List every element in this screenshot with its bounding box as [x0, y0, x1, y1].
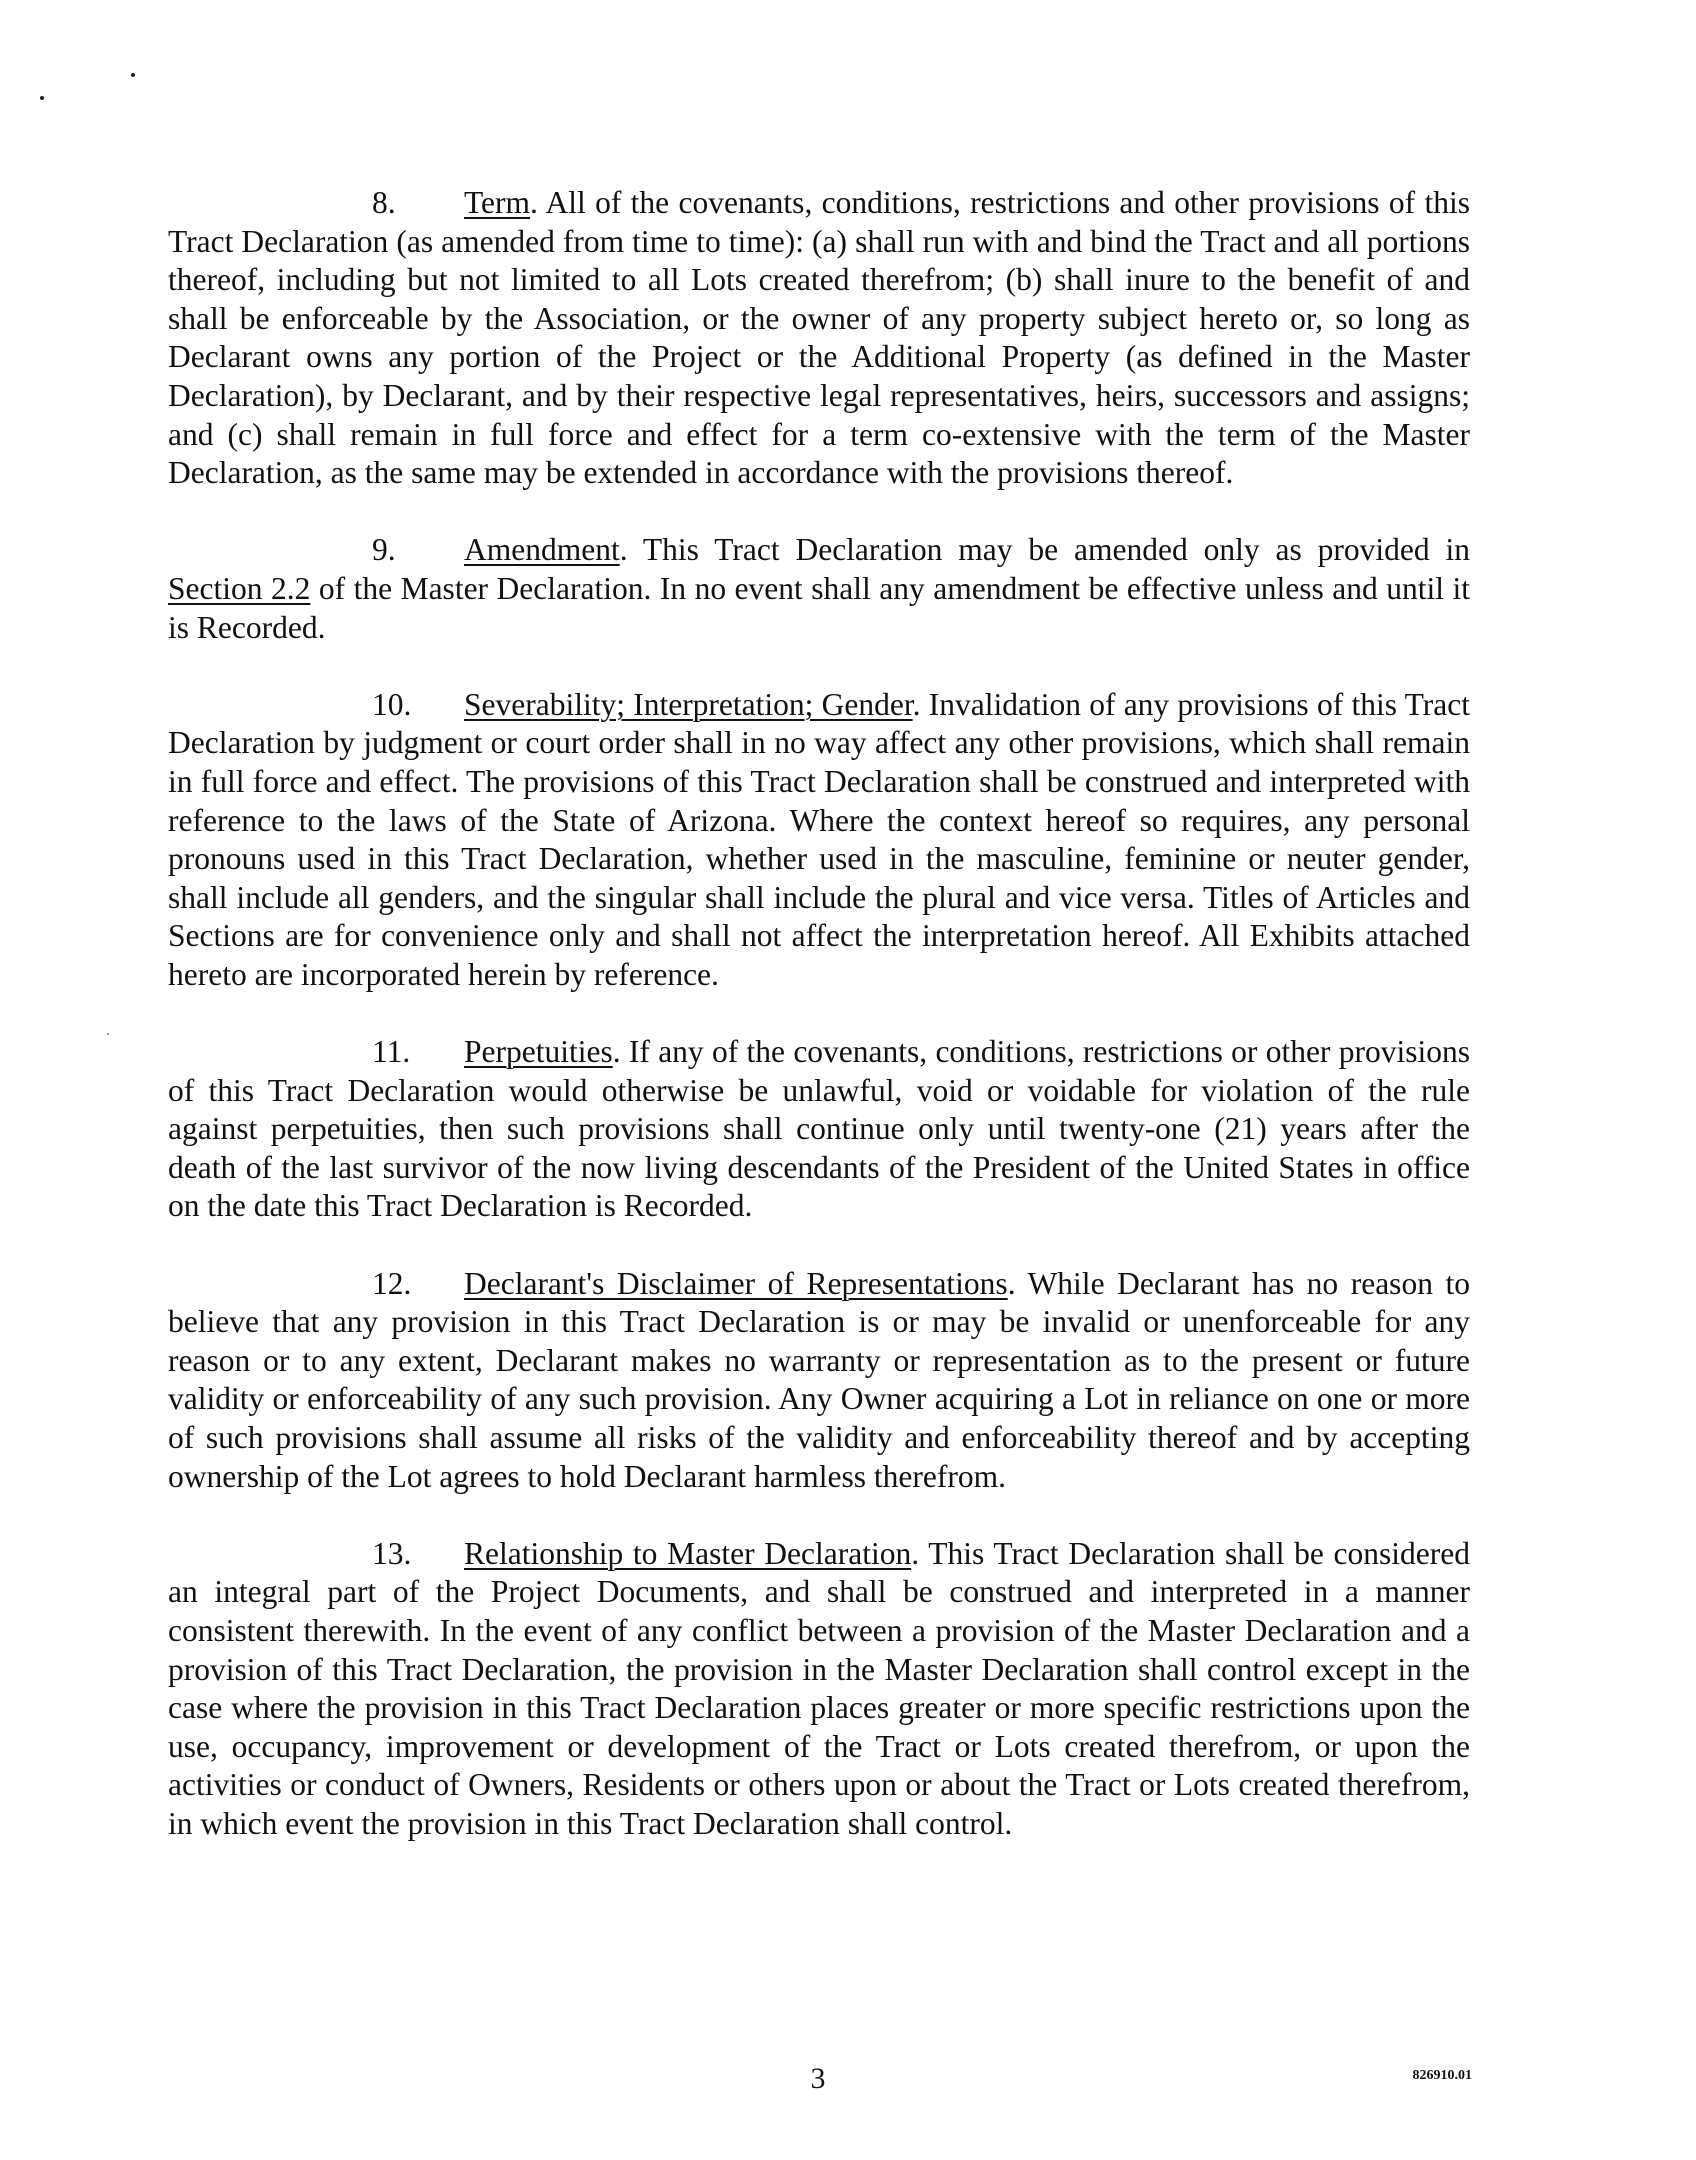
scan-speck [107, 1033, 109, 1035]
section-heading: Severability; Interpretation; Gender [464, 686, 913, 722]
section-number: 10. [372, 686, 412, 722]
section-text: . Invalidation of any provisions of this Tract Declaration by judgment or court order shall in no way affect any other provisions, which shall remain in full force and effect. The provisions of this Tract Declaration shall be construed and interpreted with reference to the laws of the State of Arizona. Where the context hereof so requires, any personal pronouns used in this Tract Declaration, whether used in the masculine, feminine or neuter gender, shall include all genders, and the singular shall include the plural and vice versa. Titles of Articles and Sections are for convenience only and shall not affect the interpretation hereof. All Exhibits attached hereto are incorporated herein by reference. [168, 686, 1470, 992]
section-9 [168, 531, 1470, 647]
document-id: 826910.01 [1412, 2068, 1472, 2083]
section-heading: Amendment [464, 532, 620, 568]
scan-speck [131, 73, 135, 77]
document-body [168, 184, 1470, 1844]
section-text: . This Tract Declaration shall be considered an integral part of the Project Documents, and shall be construed and interpreted in a manner consistent therewith. In the event of any conflict between a provision of the Master Declaration and a provision of this Tract Declaration, the provision in the Master Declaration shall control except in the case where the provision in this Tract Declaration places greater or more specific restrictions upon the use, occupancy, improvement or development of the Tract or Lots created therefrom, or upon the activities or conduct of Owners, Residents or others upon or about the Tract or Lots created therefrom, in which event the provision in this Tract Declaration shall control. [168, 1535, 1470, 1841]
section-11 [168, 1033, 1470, 1226]
section-heading: Relationship to Master Declaration [464, 1535, 912, 1571]
section-heading: Term [464, 185, 531, 220]
section-number: 13. [372, 1535, 412, 1571]
section-12 [168, 1265, 1470, 1497]
section-text-continued: of the Master Declaration. In no event shall any amendment be effective unless and until it is Recorded. [168, 570, 1470, 645]
section-10 [168, 686, 1470, 995]
section-text: . If any of the covenants, conditions, restrictions or other provisions of this Tract Declaration would otherwise be unlawful, void or voidable for violation of the rule against perpetuities, then such provisions shall continue only until twenty-one (21) years after the death of the last survivor of the now living descendants of the President of the United States in office on the date this Tract Declaration is Recorded. [168, 1034, 1470, 1224]
section-text: . This Tract Declaration may be amended only as provided in [619, 532, 1470, 568]
section-heading: Perpetuities [464, 1034, 613, 1070]
page-number: 3 [810, 2062, 826, 2095]
section-text: . All of the covenants, conditions, restrictions and other provisions of this Tract Declaration (as amended from time to time): (a) shall run with and bind the Tract and all portions thereof, including but not limited to all Lots created therefrom; (b) shall inure to the benefit of and shall be enforceable by the Association, or the owner of any property subject hereto or, so long as Declarant owns any portion of the Project or the Additional Property (as defined in the Master Declaration), by Declarant, and by their respective legal representatives, heirs, successors and assigns; and (c) shall remain in full force and effect for a term co-extensive with the term of the Master Declaration, as the same may be extended in accordance with the provisions thereof. [168, 185, 1470, 491]
section-number: 8. [372, 185, 396, 220]
section-13 [168, 1535, 1470, 1844]
section-text: . While Declarant has no reason to believe that any provision in this Tract Declaration is or may be invalid or unenforceable for any reason or to any extent, Declarant makes no warranty or representation as to the present or future validity or enforceability of any such provision. Any Owner acquiring a Lot in reliance on one or more of such provisions shall assume all risks of the validity and enforceability thereof and by accepting ownership of the Lot agrees to hold Declarant harmless therefrom. [168, 1265, 1471, 1494]
section-number: 12. [372, 1265, 412, 1301]
section-heading: Declarant's Disclaimer of Representations [464, 1265, 1008, 1301]
section-number: 11. [372, 1034, 411, 1070]
section-reference: Section 2.2 [168, 570, 311, 606]
section-8 [168, 184, 1470, 493]
section-number: 9. [372, 532, 396, 568]
scan-speck [40, 96, 44, 100]
